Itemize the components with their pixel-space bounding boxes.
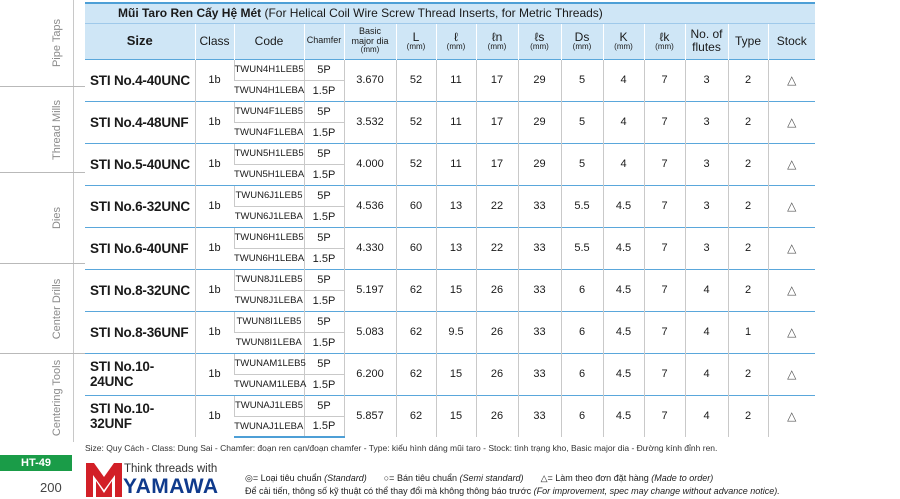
cell-chamfer: 1.5P [304,416,344,437]
cell-class: 1b [195,101,234,143]
cell-lk: 7 [644,269,685,311]
abbreviation-note: Size: Quy Cách - Class: Dung Sai - Chamfer: đoạn ren cạn/đoạn chamfer - Type: kiểu hình dáng mũi taro - Stock: tình trạng kho, Basic major dia - Đường kính đỉnh ren. [85,443,718,453]
cell-ln: 26 [476,311,518,353]
cell-class: 1b [195,311,234,353]
cell-chamfer: 1.5P [304,122,344,143]
cell-chamfer: 5P [304,269,344,290]
table-title [85,3,815,23]
cell-ln: 26 [476,269,518,311]
table-row [85,269,815,290]
cell-K: 4.5 [603,227,644,269]
cell-chamfer: 5P [304,59,344,80]
cell-l: 11 [436,101,476,143]
cell-l: 15 [436,395,476,437]
sidebar-label: Dies [51,206,63,230]
cell-ls: 29 [518,101,561,143]
cell-basic: 4.536 [344,185,396,227]
cell-code: TWUN8I1LEB5 [234,311,304,332]
header-basic-major-dia: Basic major dia (mm) [344,23,396,59]
table-title-row [85,3,815,23]
cell-code: TWUNAJ1LEBA [234,416,304,437]
table-row [85,59,815,80]
legend-standard-en: (Standard) [324,473,367,483]
cell-L: 52 [396,143,436,185]
cell-Ds: 5 [561,101,603,143]
logo-brand: YAMAWA [123,475,219,498]
cell-class: 1b [195,395,234,437]
sidebar-section-dies[interactable] [0,173,85,264]
legend-semi-symbol: ○= [383,473,395,483]
cell-code: TWUN8I1LEBA [234,332,304,353]
page-badge: HT-49 [0,455,72,471]
cell-code: TWUN4H1LEBA [234,80,304,101]
cell-K: 4.5 [603,269,644,311]
header-K: K (mm) [603,23,644,59]
cell-class: 1b [195,227,234,269]
table-header-row [85,23,815,59]
cell-code: TWUN4F1LEBA [234,122,304,143]
cell-code: TWUN6J1LEB5 [234,185,304,206]
cell-flutes: 4 [685,269,728,311]
cell-l: 13 [436,227,476,269]
table-title-rest: (For Helical Coil Wire Screw Thread Inserts, for Metric Threads) [261,6,603,21]
header-class: Class [195,23,234,59]
cell-stock: △ [768,143,815,185]
cell-l: 11 [436,143,476,185]
cell-stock: △ [768,395,815,437]
cell-basic: 5.197 [344,269,396,311]
stock-legend [245,473,713,484]
header-flutes: No. of flutes [685,23,728,59]
cell-L: 62 [396,269,436,311]
cell-L: 60 [396,227,436,269]
cell-chamfer: 5P [304,101,344,122]
cell-stock: △ [768,185,815,227]
sidebar-label: Centering Tools [51,359,63,437]
cell-flutes: 4 [685,395,728,437]
cell-code: TWUN8J1LEB5 [234,269,304,290]
cell-ls: 33 [518,395,561,437]
sidebar-section-thread-mills[interactable] [0,87,85,173]
cell-stock: △ [768,227,815,269]
cell-lk: 7 [644,185,685,227]
cell-size: STI No.4-48UNF [85,101,195,143]
cell-code: TWUNAM1LEB5 [234,353,304,374]
cell-Ds: 6 [561,353,603,395]
cell-lk: 7 [644,143,685,185]
cell-chamfer: 1.5P [304,290,344,311]
cell-type: 2 [728,227,768,269]
sidebar-section-pipe-taps[interactable] [0,0,85,87]
cell-L: 62 [396,311,436,353]
header-Ds: Ds (mm) [561,23,603,59]
cell-stock: △ [768,101,815,143]
legend-standard-symbol: ◎= [245,473,259,483]
cell-stock: △ [768,353,815,395]
table-row [85,227,815,248]
page-number: 200 [40,480,62,495]
cell-lk: 7 [644,59,685,101]
cell-code: TWUNAJ1LEB5 [234,395,304,416]
sidebar-section-center-drills[interactable] [0,264,85,354]
cell-chamfer: 5P [304,227,344,248]
legend-order-symbol: △= [540,473,553,483]
cell-flutes: 3 [685,101,728,143]
cell-ls: 33 [518,227,561,269]
improvement-note-en: (For improvement, spec may change without advance notice). [533,486,780,496]
cell-type: 2 [728,395,768,437]
table-row [85,143,815,164]
cell-lk: 7 [644,227,685,269]
cell-Ds: 5.5 [561,227,603,269]
cell-ln: 22 [476,227,518,269]
cell-type: 2 [728,269,768,311]
table-row [85,311,815,332]
cell-code: TWUNAM1LEBA [234,374,304,395]
cell-K: 4.5 [603,311,644,353]
legend-order-en: (Made to order) [651,473,714,483]
cell-code: TWUN8J1LEBA [234,290,304,311]
header-size: Size [85,23,195,59]
cell-chamfer: 1.5P [304,80,344,101]
cell-type: 2 [728,101,768,143]
cell-K: 4.5 [603,353,644,395]
cell-Ds: 5 [561,59,603,101]
cell-chamfer: 1.5P [304,164,344,185]
cell-chamfer: 1.5P [304,332,344,353]
cell-type: 2 [728,59,768,101]
cell-type: 2 [728,185,768,227]
cell-code: TWUN6J1LEBA [234,206,304,227]
cell-basic: 4.000 [344,143,396,185]
cell-stock: △ [768,59,815,101]
cell-flutes: 3 [685,59,728,101]
cell-ln: 26 [476,395,518,437]
cell-flutes: 3 [685,185,728,227]
cell-ls: 29 [518,59,561,101]
cell-size: STI No.10-24UNC [85,353,195,395]
sidebar-section-centering-tools[interactable] [0,354,85,442]
cell-K: 4 [603,59,644,101]
cell-ln: 26 [476,353,518,395]
cell-size: STI No.6-40UNF [85,227,195,269]
cell-stock: △ [768,269,815,311]
cell-class: 1b [195,143,234,185]
improvement-note-vi: Để cải tiến, thông số kỹ thuật có thể thay đổi mà không thông báo trước [245,486,534,496]
header-type: Type [728,23,768,59]
cell-l: 15 [436,353,476,395]
cell-ls: 29 [518,143,561,185]
cell-basic: 5.083 [344,311,396,353]
cell-L: 62 [396,353,436,395]
cell-lk: 7 [644,311,685,353]
product-table [85,2,815,438]
cell-code: TWUN5H1LEBA [234,164,304,185]
cell-size: STI No.6-32UNC [85,185,195,227]
legend-order-label: Làm theo đơn đặt hàng [552,473,652,483]
cell-ln: 17 [476,101,518,143]
cell-code: TWUN4F1LEB5 [234,101,304,122]
cell-flutes: 3 [685,143,728,185]
cell-ls: 33 [518,185,561,227]
cell-l: 15 [436,269,476,311]
header-code: Code [234,23,304,59]
sidebar-label: Thread Mills [51,99,63,160]
cell-size: STI No.10-32UNF [85,395,195,437]
cell-Ds: 5 [561,143,603,185]
cell-K: 4 [603,143,644,185]
cell-class: 1b [195,353,234,395]
header-ls: ℓs (mm) [518,23,561,59]
cell-l: 9.5 [436,311,476,353]
table-row [85,395,815,416]
table-row [85,101,815,122]
cell-l: 13 [436,185,476,227]
cell-lk: 7 [644,353,685,395]
header-l: ℓ (mm) [436,23,476,59]
legend-standard-label: Loại tiêu chuẩn [258,473,325,483]
cell-type: 2 [728,143,768,185]
table-row [85,353,815,374]
header-L: L (mm) [396,23,436,59]
table-title-bold: Mũi Taro Ren Cấy Hệ Mét [118,6,262,21]
cell-ln: 22 [476,185,518,227]
cell-code: TWUN5H1LEB5 [234,143,304,164]
cell-l: 11 [436,59,476,101]
cell-L: 62 [396,395,436,437]
sidebar-label: Pipe Taps [51,18,63,68]
cell-basic: 6.200 [344,353,396,395]
cell-type: 2 [728,353,768,395]
cell-basic: 4.330 [344,227,396,269]
cell-ls: 33 [518,353,561,395]
legend-semi-label: Bán tiêu chuẩn [394,473,460,483]
cell-class: 1b [195,59,234,101]
cell-flutes: 4 [685,353,728,395]
sidebar-label: Center Drills [51,278,63,339]
yamawa-logo [86,463,236,497]
cell-chamfer: 5P [304,185,344,206]
cell-chamfer: 5P [304,395,344,416]
cell-L: 60 [396,185,436,227]
cell-chamfer: 1.5P [304,374,344,395]
table-body [85,59,815,437]
cell-ln: 17 [476,143,518,185]
logo-tagline: Think threads with [124,463,218,475]
header-chamfer: Chamfer [304,23,344,59]
cell-chamfer: 5P [304,353,344,374]
cell-flutes: 4 [685,311,728,353]
cell-Ds: 6 [561,311,603,353]
cell-class: 1b [195,269,234,311]
cell-ln: 17 [476,59,518,101]
cell-basic: 3.532 [344,101,396,143]
cell-code: TWUN6H1LEB5 [234,227,304,248]
cell-Ds: 6 [561,395,603,437]
header-ln: ℓn (mm) [476,23,518,59]
sidebar [0,0,85,442]
cell-basic: 5.857 [344,395,396,437]
cell-flutes: 3 [685,227,728,269]
yamawa-logo-icon [86,463,122,497]
cell-chamfer: 1.5P [304,206,344,227]
cell-K: 4 [603,101,644,143]
cell-Ds: 5.5 [561,185,603,227]
header-stock: Stock [768,23,815,59]
cell-K: 4.5 [603,185,644,227]
cell-chamfer: 1.5P [304,248,344,269]
cell-L: 52 [396,101,436,143]
cell-K: 4.5 [603,395,644,437]
cell-chamfer: 5P [304,311,344,332]
cell-size: STI No.5-40UNC [85,143,195,185]
cell-size: STI No.8-32UNC [85,269,195,311]
cell-ls: 33 [518,311,561,353]
cell-L: 52 [396,59,436,101]
improvement-note [245,486,780,496]
cell-lk: 7 [644,101,685,143]
cell-ls: 33 [518,269,561,311]
cell-class: 1b [195,185,234,227]
cell-type: 1 [728,311,768,353]
cell-basic: 3.670 [344,59,396,101]
cell-stock: △ [768,311,815,353]
table-row [85,185,815,206]
cell-Ds: 6 [561,269,603,311]
header-lk: ℓk (mm) [644,23,685,59]
cell-lk: 7 [644,395,685,437]
legend-semi-en: (Semi standard) [459,473,524,483]
cell-chamfer: 5P [304,143,344,164]
cell-code: TWUN6H1LEBA [234,248,304,269]
cell-size: STI No.4-40UNC [85,59,195,101]
cell-size: STI No.8-36UNF [85,311,195,353]
cell-code: TWUN4H1LEB5 [234,59,304,80]
